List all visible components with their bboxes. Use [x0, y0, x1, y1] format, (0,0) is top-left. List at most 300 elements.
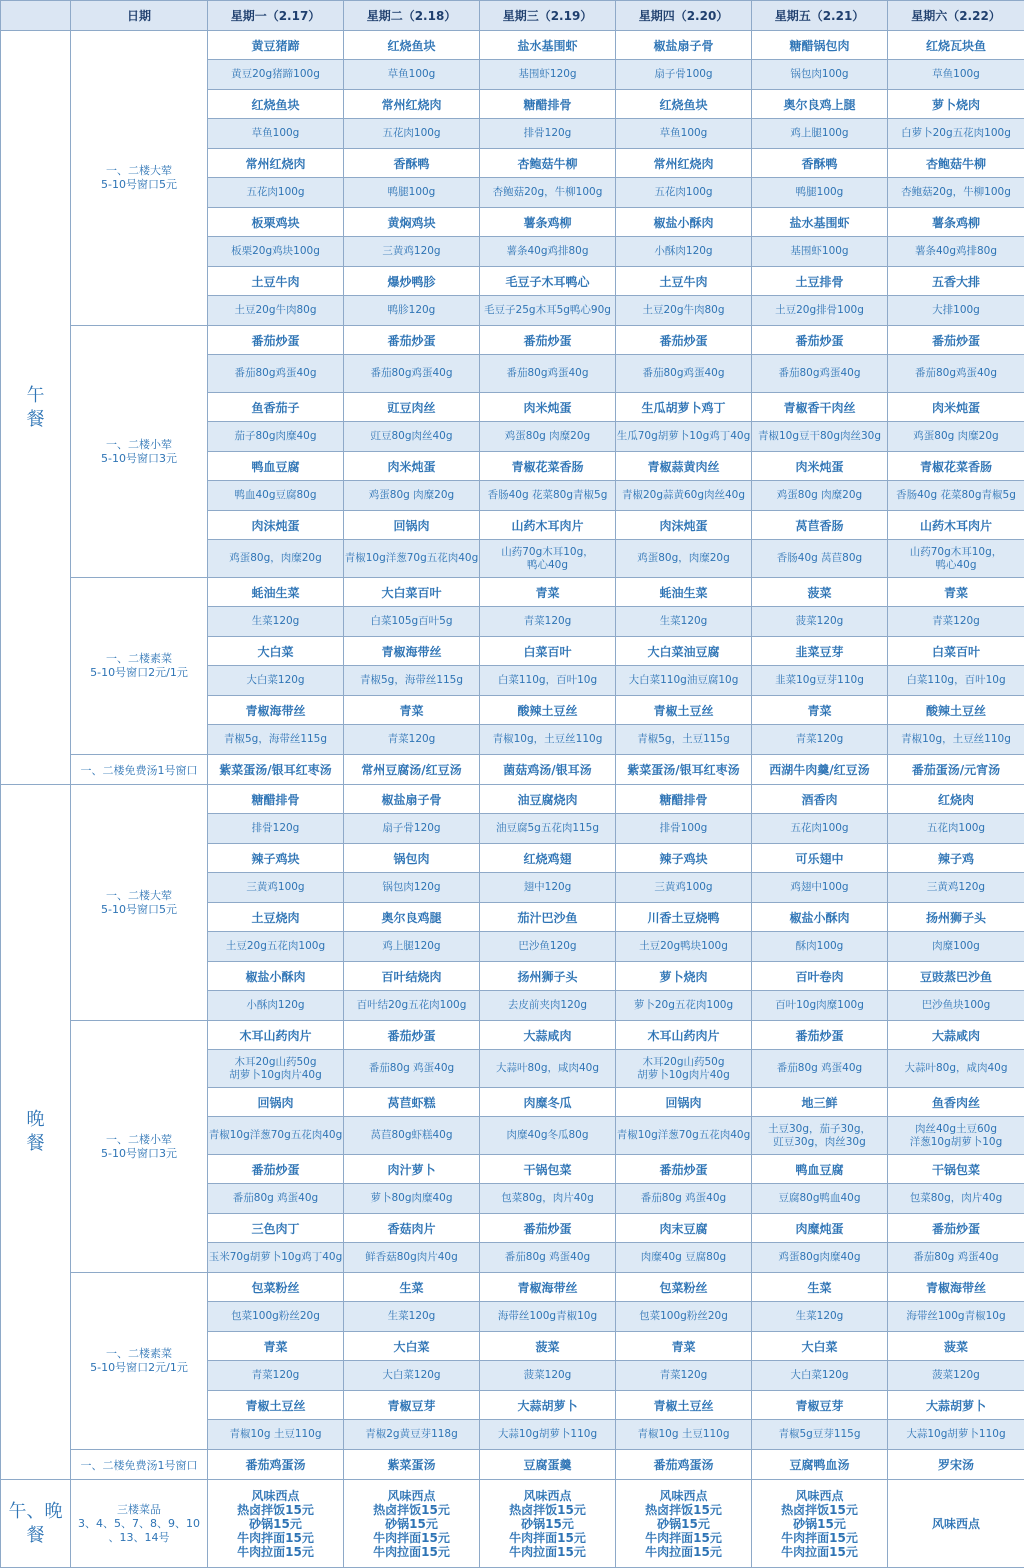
group-label [71, 785, 208, 1021]
ingredient-line: 排骨120g [208, 822, 343, 835]
dish-ingredients [752, 932, 888, 962]
ingredient-line: 番茄80g鸡蛋40g [344, 367, 479, 380]
dish-name: 百叶卷肉 [752, 962, 888, 991]
ingredient-line: 白菜110g，百叶10g [888, 674, 1024, 687]
date-header: 日期 [71, 1, 208, 31]
dish-name: 回锅肉 [344, 511, 480, 540]
ingredient-line: 香肠40g 花菜80g青椒5g [888, 489, 1024, 502]
dish-name: 青椒蒜黄肉丝 [616, 452, 752, 481]
dish-ingredients [888, 1361, 1024, 1391]
third-floor-items [616, 1480, 752, 1568]
ingredient-line: 山药70g木耳10g， [888, 546, 1024, 559]
dish-ingredients [616, 725, 752, 755]
dish-ingredients [344, 1184, 480, 1214]
dish-ingredients [752, 666, 888, 696]
ingredient-line: 扇子骨100g [616, 68, 751, 81]
dish-ingredients [344, 1302, 480, 1332]
dish-name: 川香土豆烧鸭 [616, 903, 752, 932]
ingredient-line: 番茄80g 鸡蛋40g [480, 1251, 615, 1264]
dish-name: 油豆腐烧肉 [480, 785, 616, 814]
dish-ingredients [888, 60, 1024, 90]
dish-ingredients [480, 422, 616, 452]
dish-ingredients [888, 1184, 1024, 1214]
dish-ingredients [208, 1420, 344, 1450]
dish-ingredients [480, 481, 616, 511]
dish-name: 肉糜冬瓜 [480, 1088, 616, 1117]
dish-ingredients [888, 1050, 1024, 1088]
dish-ingredients [888, 725, 1024, 755]
dish-ingredients [344, 540, 480, 578]
group-label-line: 5-10号窗口5元 [71, 903, 207, 917]
group-label-line: 一、二楼小荤 [71, 438, 207, 452]
third-floor-item: 牛肉拉面15元 [208, 1545, 343, 1559]
group-label-line: 5-10号窗口3元 [71, 452, 207, 466]
dish-name: 包菜粉丝 [208, 1273, 344, 1302]
dish-name: 地三鲜 [752, 1088, 888, 1117]
ingredient-line: 香肠40g 花菜80g青椒5g [480, 489, 615, 502]
dish-ingredients [888, 178, 1024, 208]
dish-ingredients [616, 932, 752, 962]
dish-name: 肉米炖蛋 [344, 452, 480, 481]
dish-ingredients [480, 178, 616, 208]
dish-name: 辣子鸡块 [208, 844, 344, 873]
ingredient-line: 菠菜120g [888, 1369, 1024, 1382]
ingredient-line: 青椒10g洋葱70g五花肉40g [616, 1129, 751, 1142]
ingredient-line: 大白菜120g [344, 1369, 479, 1382]
ingredient-line: 豆腐80g鸭血40g [752, 1192, 887, 1205]
dish-ingredients [208, 355, 344, 393]
ingredient-line: 番茄80g鸡蛋40g [752, 367, 887, 380]
dish-name: 菠菜 [480, 1332, 616, 1361]
dish-ingredients [616, 1184, 752, 1214]
third-floor-item: 热卤拌饭15元 [752, 1503, 887, 1517]
dish-ingredients [888, 422, 1024, 452]
ingredient-line: 生菜120g [616, 615, 751, 628]
ingredient-line: 茄子80g肉糜40g [208, 430, 343, 443]
ingredient-line: 油豆腐5g五花肉115g [480, 822, 615, 835]
soup-item: 紫菜蛋汤 [344, 1450, 480, 1480]
ingredient-line: 草鱼100g [616, 127, 751, 140]
dish-ingredients [752, 119, 888, 149]
dish-name: 大蒜咸肉 [888, 1021, 1024, 1050]
ingredient-line: 草鱼100g [888, 68, 1024, 81]
dish-name: 黄豆猪蹄 [208, 31, 344, 60]
dish-ingredients [208, 932, 344, 962]
dish-name: 肉沫炖蛋 [208, 511, 344, 540]
dish-ingredients [344, 60, 480, 90]
dish-name: 青椒土豆丝 [616, 1391, 752, 1420]
dish-ingredients [888, 932, 1024, 962]
ingredient-line: 青椒10g 土豆110g [208, 1428, 343, 1441]
group-label-line: 、13、14号 [71, 1531, 207, 1545]
dish-name: 五香大排 [888, 267, 1024, 296]
dish-ingredients [208, 1361, 344, 1391]
soup-item: 豆腐鸭血汤 [752, 1450, 888, 1480]
dish-name: 扬州狮子头 [480, 962, 616, 991]
dish-ingredients [208, 481, 344, 511]
third-floor-item: 砂锅15元 [616, 1517, 751, 1531]
dish-name: 青椒豆芽 [344, 1391, 480, 1420]
dish-ingredients [752, 1420, 888, 1450]
third-floor-row [1, 1480, 1024, 1568]
dish-name: 莴苣香肠 [752, 511, 888, 540]
ingredient-line: 土豆20g牛肉80g [616, 304, 751, 317]
dish-name: 可乐翅中 [752, 844, 888, 873]
soup-item: 西湖牛肉羹/红豆汤 [752, 755, 888, 785]
ingredient-line: 大白菜120g [208, 674, 343, 687]
third-floor-items [480, 1480, 616, 1568]
soup-item: 番茄鸡蛋汤 [208, 1450, 344, 1480]
ingredient-line: 青椒5g，海带丝115g [208, 733, 343, 746]
ingredient-line: 五花肉100g [208, 186, 343, 199]
ingredient-line: 青椒10g，土豆丝110g [480, 733, 615, 746]
dish-ingredients [480, 1243, 616, 1273]
dish-name: 薯条鸡柳 [480, 208, 616, 237]
dish-name: 干锅包菜 [480, 1155, 616, 1184]
dish-name: 椒盐小酥肉 [616, 208, 752, 237]
ingredient-line: 鸭胗120g [344, 304, 479, 317]
ingredient-line: 海带丝100g青椒10g [888, 1310, 1024, 1323]
dish-name: 糖醋排骨 [208, 785, 344, 814]
dish-name: 鱼香茄子 [208, 393, 344, 422]
dish-name: 盐水基围虾 [480, 31, 616, 60]
ingredient-line: 土豆30g，茄子30g， [752, 1123, 887, 1136]
dish-ingredients [616, 422, 752, 452]
third-floor-item: 风味西点 [752, 1489, 887, 1503]
dish-ingredients [752, 873, 888, 903]
ingredient-line: 白菜110g，百叶10g [480, 674, 615, 687]
dish-ingredients [480, 873, 616, 903]
dish-ingredients [208, 1302, 344, 1332]
dish-name-row [1, 1021, 1024, 1050]
ingredient-line: 鸡蛋80g 肉糜20g [480, 430, 615, 443]
dish-ingredients [208, 991, 344, 1021]
third-floor-item: 牛肉拉面15元 [480, 1545, 615, 1559]
dish-name: 板栗鸡块 [208, 208, 344, 237]
dish-ingredients [480, 991, 616, 1021]
dish-name: 辣子鸡块 [616, 844, 752, 873]
dish-ingredients [480, 60, 616, 90]
third-floor-item: 砂锅15元 [480, 1517, 615, 1531]
ingredient-line: 鸡上腿120g [344, 940, 479, 953]
dish-ingredients [208, 666, 344, 696]
third-floor-item: 牛肉拉面15元 [344, 1545, 479, 1559]
dish-name: 菠菜 [752, 578, 888, 607]
ingredient-line: 三黄鸡120g [888, 881, 1024, 894]
dish-name: 萝卜烧肉 [616, 962, 752, 991]
dish-ingredients [888, 296, 1024, 326]
ingredient-line: 豇豆30g，肉丝30g [752, 1136, 887, 1149]
dish-name: 红烧鱼块 [208, 90, 344, 119]
dish-name: 爆炒鸭胗 [344, 267, 480, 296]
ingredient-line: 青椒10g洋葱70g五花肉40g [208, 1129, 343, 1142]
dish-name: 青椒土豆丝 [616, 696, 752, 725]
ingredient-line: 锅包肉120g [344, 881, 479, 894]
dish-ingredients [616, 1420, 752, 1450]
ingredient-line: 鸭心40g [888, 559, 1024, 572]
dish-name: 莴苣虾糕 [344, 1088, 480, 1117]
dish-ingredients [480, 237, 616, 267]
dish-ingredients [616, 60, 752, 90]
dish-ingredients [752, 814, 888, 844]
group-label-line: 5-10号窗口3元 [71, 1147, 207, 1161]
dish-name: 常州红烧肉 [616, 149, 752, 178]
ingredient-line: 鸡蛋80g肉糜40g [752, 1251, 887, 1264]
dish-ingredients [208, 540, 344, 578]
dish-ingredients [344, 814, 480, 844]
dish-name: 椒盐扇子骨 [344, 785, 480, 814]
dish-ingredients [888, 873, 1024, 903]
dish-ingredients [344, 873, 480, 903]
dish-name: 大蒜胡萝卜 [480, 1391, 616, 1420]
dish-name: 青椒花菜香肠 [480, 452, 616, 481]
dish-ingredients [344, 1050, 480, 1088]
dish-ingredients [888, 991, 1024, 1021]
dish-ingredients [208, 178, 344, 208]
dish-ingredients [344, 991, 480, 1021]
dish-name: 青椒海带丝 [344, 637, 480, 666]
ingredient-line: 鸡蛋80g 肉糜20g [752, 489, 887, 502]
day-header-thu: 星期四（2.20） [616, 1, 752, 31]
dish-name: 杏鲍菇牛柳 [888, 149, 1024, 178]
dish-name: 红烧鸡翅 [480, 844, 616, 873]
dish-ingredients [752, 607, 888, 637]
ingredient-line: 青椒10g洋葱70g五花肉40g [344, 552, 479, 565]
dish-ingredients [344, 725, 480, 755]
dish-ingredients [208, 422, 344, 452]
dish-name: 香菇肉片 [344, 1214, 480, 1243]
ingredient-line: 菠菜120g [480, 1369, 615, 1382]
dish-name: 韭菜豆芽 [752, 637, 888, 666]
dish-ingredients [208, 814, 344, 844]
dish-name: 番茄炒蛋 [208, 1155, 344, 1184]
dish-name: 回锅肉 [208, 1088, 344, 1117]
ingredient-line: 百叶结20g五花肉100g [344, 999, 479, 1012]
ingredient-line: 基围虾120g [480, 68, 615, 81]
dish-ingredients [208, 873, 344, 903]
lunch-meal-label [1, 31, 71, 785]
dish-ingredients [344, 666, 480, 696]
dish-ingredients [752, 1117, 888, 1155]
ingredient-line: 基围虾100g [752, 245, 887, 258]
dish-ingredients [888, 540, 1024, 578]
dish-name: 百叶结烧肉 [344, 962, 480, 991]
dish-ingredients [344, 607, 480, 637]
dish-ingredients [888, 607, 1024, 637]
dish-name: 青椒香干肉丝 [752, 393, 888, 422]
ingredient-line: 土豆20g牛肉80g [208, 304, 343, 317]
ingredient-line: 玉米70g胡萝卜10g鸡丁40g [208, 1251, 343, 1264]
ingredient-line: 青椒5g豆芽115g [752, 1428, 887, 1441]
ingredient-line: 菠菜120g [752, 615, 887, 628]
dish-name: 辣子鸡 [888, 844, 1024, 873]
ingredient-line: 草鱼100g [344, 68, 479, 81]
dish-name: 肉米炖蛋 [888, 393, 1024, 422]
both-meal-label [1, 1480, 71, 1568]
dish-name: 肉糜炖蛋 [752, 1214, 888, 1243]
dish-name: 鸭血豆腐 [752, 1155, 888, 1184]
dish-ingredients [888, 1117, 1024, 1155]
dish-name: 青椒海带丝 [888, 1273, 1024, 1302]
dish-ingredients [616, 607, 752, 637]
third-floor-items [208, 1480, 344, 1568]
ingredient-line: 青菜120g [344, 733, 479, 746]
dish-ingredients [616, 355, 752, 393]
dish-name-row [1, 31, 1024, 60]
dish-name-row [1, 785, 1024, 814]
dish-name: 奥尔良鸡上腿 [752, 90, 888, 119]
group-label-line: 一、二楼素菜 [71, 652, 207, 666]
day-header-sat: 星期六（2.22） [888, 1, 1024, 31]
dish-name: 椒盐扇子骨 [616, 31, 752, 60]
soup-item: 番茄鸡蛋汤 [616, 1450, 752, 1480]
dish-ingredients [616, 540, 752, 578]
dish-ingredients [480, 355, 616, 393]
ingredient-line: 生瓜70g胡萝卜10g鸡丁40g [616, 430, 751, 443]
soup-item: 紫菜蛋汤/银耳红枣汤 [208, 755, 344, 785]
ingredient-line: 番茄80g 鸡蛋40g [888, 1251, 1024, 1264]
dish-ingredients [616, 481, 752, 511]
ingredient-line: 去皮前夹肉120g [480, 999, 615, 1012]
group-label-line: 一、二楼素菜 [71, 1347, 207, 1361]
ingredient-line: 鸡蛋80g 肉糜20g [344, 489, 479, 502]
ingredient-line: 青菜120g [480, 615, 615, 628]
dish-ingredients [480, 1302, 616, 1332]
ingredient-line: 生菜120g [752, 1310, 887, 1323]
third-floor-items [752, 1480, 888, 1568]
ingredient-line: 木耳20g山药50g [616, 1056, 751, 1069]
dish-name: 番茄炒蛋 [888, 1214, 1024, 1243]
dish-ingredients [888, 119, 1024, 149]
dish-name: 酸辣土豆丝 [480, 696, 616, 725]
ingredient-line: 杏鲍菇20g，牛柳100g [888, 186, 1024, 199]
soup-label: 一、二楼免费汤1号窗口 [71, 1450, 208, 1480]
dish-name: 大蒜胡萝卜 [888, 1391, 1024, 1420]
ingredient-line: 青椒10g豆干80g肉丝30g [752, 430, 887, 443]
ingredient-line: 五花肉100g [888, 822, 1024, 835]
dish-ingredients [616, 991, 752, 1021]
dish-ingredients [344, 1361, 480, 1391]
soup-label: 一、二楼免费汤1号窗口 [71, 755, 208, 785]
dish-ingredients [480, 1184, 616, 1214]
dish-name: 青椒花菜香肠 [888, 452, 1024, 481]
dish-ingredients [344, 178, 480, 208]
group-label-line: 一、二楼大荤 [71, 889, 207, 903]
dish-ingredients [208, 237, 344, 267]
dish-ingredients [344, 1243, 480, 1273]
dish-name: 青菜 [480, 578, 616, 607]
dish-ingredients [208, 607, 344, 637]
third-floor-items [888, 1480, 1024, 1568]
third-floor-item: 热卤拌饭15元 [480, 1503, 615, 1517]
dish-ingredients [208, 725, 344, 755]
dish-name: 山药木耳肉片 [480, 511, 616, 540]
dish-ingredients [752, 1184, 888, 1214]
dish-name: 土豆牛肉 [616, 267, 752, 296]
dish-name: 香酥鸭 [752, 149, 888, 178]
ingredient-line: 包菜80g，肉片40g [480, 1192, 615, 1205]
dish-ingredients [344, 1420, 480, 1450]
dish-name: 木耳山药肉片 [616, 1021, 752, 1050]
dish-ingredients [616, 237, 752, 267]
third-floor-item: 牛肉拌面15元 [208, 1531, 343, 1545]
ingredient-line: 大蒜10g胡萝卜110g [480, 1428, 615, 1441]
ingredient-line: 番茄80g 鸡蛋40g [752, 1062, 887, 1075]
dish-name-row [1, 326, 1024, 355]
dish-ingredients [344, 355, 480, 393]
ingredient-line: 百叶10g肉糜100g [752, 999, 887, 1012]
dish-ingredients [480, 607, 616, 637]
dish-ingredients [888, 237, 1024, 267]
dish-name: 番茄炒蛋 [752, 326, 888, 355]
ingredient-line: 土豆20g鸭块100g [616, 940, 751, 953]
dish-ingredients [616, 119, 752, 149]
ingredient-line: 鸭腿100g [752, 186, 887, 199]
dish-name: 椒盐小酥肉 [752, 903, 888, 932]
ingredient-line: 杏鲍菇20g，牛柳100g [480, 186, 615, 199]
ingredient-line: 青椒5g，海带丝115g [344, 674, 479, 687]
dish-ingredients [480, 666, 616, 696]
soup-item: 常州豆腐汤/红豆汤 [344, 755, 480, 785]
dish-ingredients [344, 422, 480, 452]
ingredient-line: 胡萝卜10g肉片40g [208, 1069, 343, 1082]
ingredient-line: 香肠40g 莴苣80g [752, 552, 887, 565]
ingredient-line: 大蒜叶80g，咸肉40g [480, 1062, 615, 1075]
meal-label-line: 晚 [1, 1108, 70, 1132]
dish-name: 青椒豆芽 [752, 1391, 888, 1420]
dish-name: 大白菜油豆腐 [616, 637, 752, 666]
group-label-line: 一、二楼小荤 [71, 1133, 207, 1147]
dish-name: 番茄炒蛋 [480, 1214, 616, 1243]
dish-ingredients [752, 1050, 888, 1088]
ingredient-line: 排骨120g [480, 127, 615, 140]
ingredient-line: 鸡蛋80g，肉糜20g [616, 552, 751, 565]
dish-name: 大蒜咸肉 [480, 1021, 616, 1050]
dish-name: 红烧鱼块 [616, 90, 752, 119]
header-corner [1, 1, 71, 31]
ingredient-line: 豇豆80g肉丝40g [344, 430, 479, 443]
ingredient-line: 番茄80g鸡蛋40g [888, 367, 1024, 380]
dish-name: 锅包肉 [344, 844, 480, 873]
dish-name: 扬州狮子头 [888, 903, 1024, 932]
dish-name: 肉沫炖蛋 [616, 511, 752, 540]
dish-name: 青菜 [344, 696, 480, 725]
dish-ingredients [616, 1117, 752, 1155]
ingredient-line: 三黄鸡100g [208, 881, 343, 894]
dish-name: 大白菜百叶 [344, 578, 480, 607]
ingredient-line: 番茄80g 鸡蛋40g [616, 1192, 751, 1205]
dish-name: 大白菜 [208, 637, 344, 666]
ingredient-line: 莴苣80g虾糕40g [344, 1129, 479, 1142]
dish-ingredients [616, 1361, 752, 1391]
ingredient-line: 青椒20g蒜黄60g肉丝40g [616, 489, 751, 502]
ingredient-line: 肉糜40g冬瓜80g [480, 1129, 615, 1142]
dish-name: 酸辣土豆丝 [888, 696, 1024, 725]
third-floor-item: 牛肉拉面15元 [616, 1545, 751, 1559]
dish-name: 常州红烧肉 [344, 90, 480, 119]
dish-ingredients [888, 1420, 1024, 1450]
soup-item: 番茄蛋汤/元宵汤 [888, 755, 1024, 785]
ingredient-line: 洋葱10g胡萝卜10g [888, 1136, 1024, 1149]
dish-name: 萝卜烧肉 [888, 90, 1024, 119]
group-label-line: 5-10号窗口5元 [71, 178, 207, 192]
ingredient-line: 酥肉100g [752, 940, 887, 953]
dish-name: 杏鲍菇牛柳 [480, 149, 616, 178]
third-floor-items [344, 1480, 480, 1568]
dish-ingredients [344, 119, 480, 149]
ingredient-line: 排骨100g [616, 822, 751, 835]
third-floor-item: 牛肉拌面15元 [752, 1531, 887, 1545]
